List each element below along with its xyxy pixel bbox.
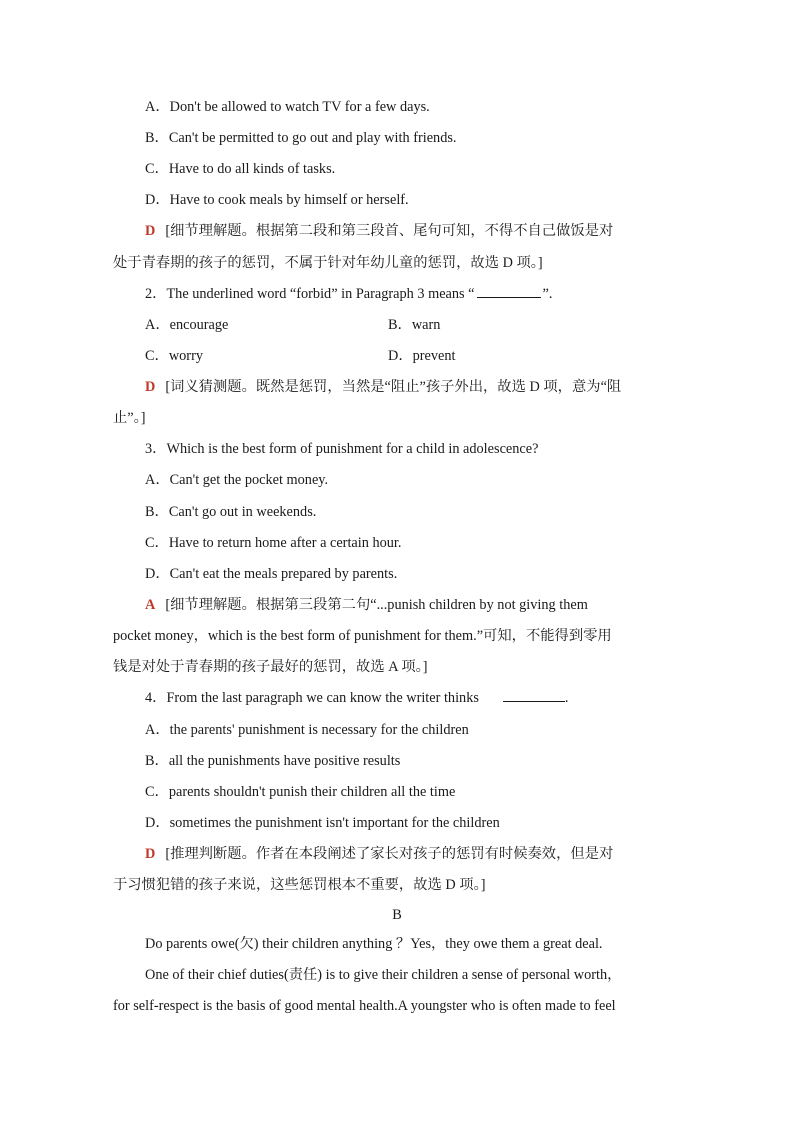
q2-blank — [477, 284, 541, 298]
q4-option-c: C．parents shouldn't punish their children all the time — [145, 784, 456, 800]
q2-stem-a: 2．The underlined word “forbid” in Paragraph 3 means “ — [145, 286, 475, 302]
passage-paragraph-2-line2: for self-respect is the basis of good mental health.A youngster who is often made to feel — [113, 998, 616, 1014]
q1-answer: D — [145, 223, 156, 239]
q4-stem-text: 4．From the last paragraph we can know the writer thinks — [145, 690, 479, 706]
q2-option-a: A．encourage — [145, 317, 229, 333]
q2-explain-1: [词义猜测题。既然是惩罚，当然是“阻止”孩子外出，故选 D 项，意为“阻 — [165, 379, 622, 395]
q4-stem-end: . — [564, 690, 569, 706]
q3-option-a: A．Can't get the pocket money. — [145, 472, 329, 488]
q1-explain-2: 处于青春期的孩子的惩罚，不属于针对年幼儿童的惩罚，故选 D 项。] — [113, 255, 543, 271]
q4-blank — [503, 688, 565, 702]
q2-option-b: B．warn — [388, 317, 441, 333]
q1-option-d: D．Have to cook meals by himself or herself. — [145, 192, 409, 208]
q3-answer: A — [145, 597, 156, 613]
q2-explain-2: 止”。] — [113, 410, 146, 426]
q1-option-a: A．Don't be allowed to watch TV for a few days. — [145, 99, 430, 115]
passage-paragraph-1: Do parents owe(欠) their children anything ？Yes，they owe them a great deal. — [145, 936, 603, 952]
q4-option-a: A．the parents' punishment is necessary for the children — [145, 722, 469, 738]
q3-explain-1: [细节理解题。根据第三段第二句“...punish children by not giving them — [165, 597, 588, 613]
q2-stem — [145, 284, 552, 304]
q4-explain-2: 于习惯犯错的孩子来说，这些惩罚根本不重要，故选 D 项。] — [113, 877, 486, 893]
q3-option-b: B．Can't go out in weekends. — [145, 504, 317, 520]
q4-explain-1: [推理判断题。作者在本段阐述了家长对孩子的惩罚有时候奏效，但是对 — [165, 846, 614, 862]
q1-option-c: C．Have to do all kinds of tasks. — [145, 161, 336, 177]
q4-explanation-line1 — [145, 844, 613, 864]
q1-explanation-line1 — [145, 221, 613, 241]
q4-answer: D — [145, 846, 156, 862]
q2-stem-b: ”. — [542, 286, 553, 302]
q4-option-d: D．sometimes the punishment isn't important for the children — [145, 815, 500, 831]
passage-paragraph-2-line1: One of their chief duties(责任) is to give their children a sense of personal worth， — [145, 967, 622, 983]
q2-option-d: D．prevent — [388, 348, 456, 364]
section-heading: B — [392, 907, 402, 923]
q3-option-c: C．Have to return home after a certain hour. — [145, 535, 402, 551]
q3-explain-3: 钱是对处于青春期的孩子最好的惩罚，故选 A 项。] — [113, 659, 428, 675]
q3-stem: 3．Which is the best form of punishment for a child in adolescence? — [145, 441, 539, 457]
q3-explain-2: pocket money，which is the best form of punishment for them.”可知，不能得到零用 — [113, 628, 612, 644]
q2-option-c: C．worry — [145, 348, 203, 364]
q2-answer: D — [145, 379, 156, 395]
q4-stem — [145, 688, 568, 708]
q1-explain-1: [细节理解题。根据第二段和第三段首、尾句可知，不得不自己做饭是对 — [165, 223, 614, 239]
q3-explanation-line1 — [145, 595, 588, 615]
q2-explanation-line1 — [145, 377, 621, 397]
q4-option-b: B．all the punishments have positive results — [145, 753, 401, 769]
q2-row-1 — [145, 315, 228, 335]
q3-option-d: D．Can't eat the meals prepared by parents. — [145, 566, 398, 582]
q1-option-b: B．Can't be permitted to go out and play with friends. — [145, 130, 457, 146]
